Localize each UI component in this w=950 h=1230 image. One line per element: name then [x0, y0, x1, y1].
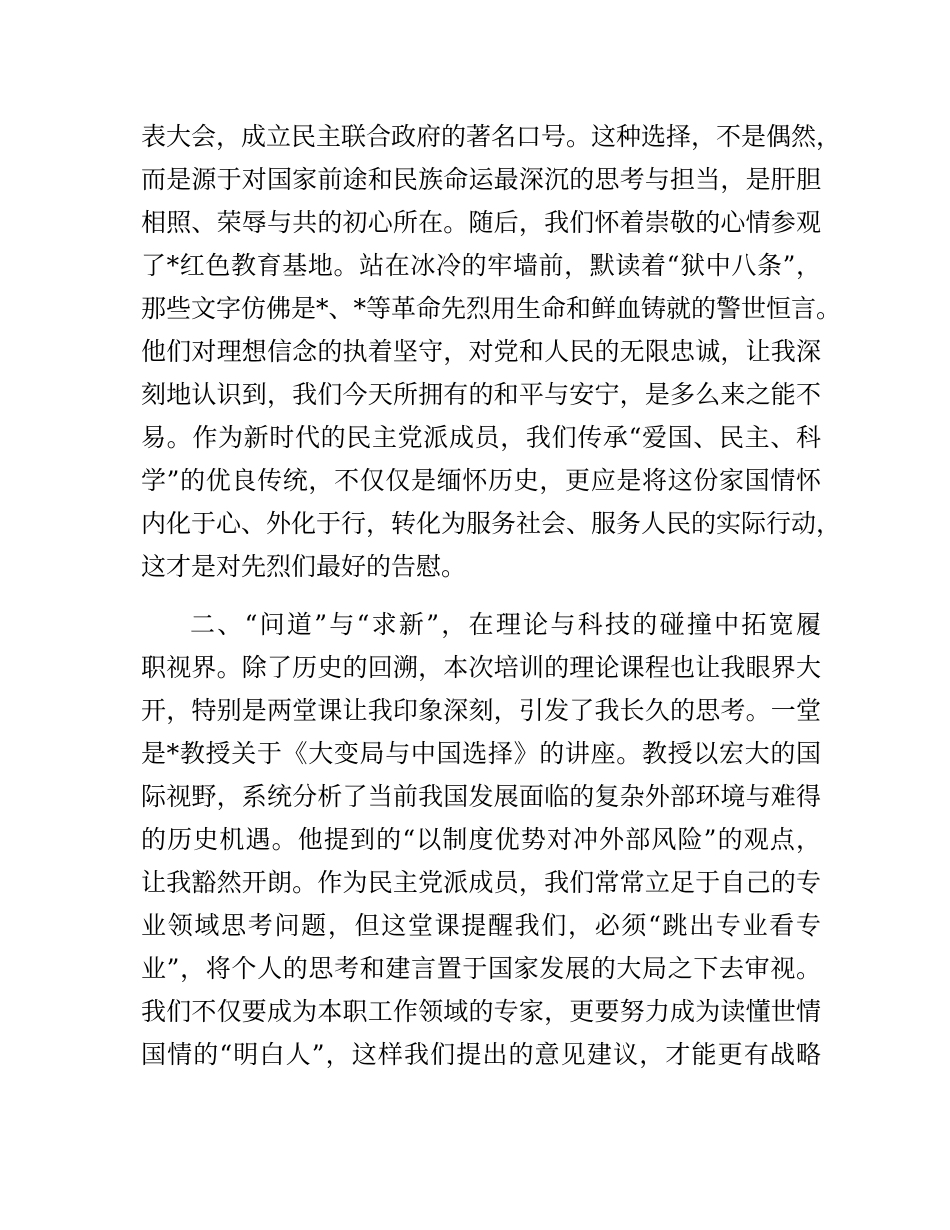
text-line: 内化于心、外化于行，转化为服务社会、服务人民的实际行动， [141, 509, 842, 538]
section-heading-line: 二、“问道”与“求新”，在理论与科技的碰撞中拓宽履 [190, 610, 821, 639]
paragraph-last-line: 这才是对先烈们最好的告慰。 [141, 552, 467, 581]
text-line: 让我豁然开朗。作为民主党派成员，我们常常立足于自己的专 [141, 868, 821, 897]
text-line: 那些文字仿佛是*、*等革命先烈用生命和鲜血铸就的警世恒言。 [141, 294, 842, 323]
text-line: 国情的“明白人”，这样我们提出的意见建议，才能更有战略 [141, 1040, 821, 1069]
text-line: 表大会，成立民主联合政府的著名口号。这种选择，不是偶然， [141, 122, 842, 151]
text-line: 学”的优良传统，不仅仅是缅怀历史，更应是将这份家国情怀 [141, 466, 821, 495]
text-line: 开，特别是两堂课让我印象深刻，引发了我长久的思考。一堂 [141, 696, 821, 725]
text-line: 我们不仅要成为本职工作领域的专家，更要努力成为读懂世情 [141, 997, 821, 1026]
text-line: 业领域思考问题，但这堂课提醒我们，必须“跳出专业看专 [141, 911, 821, 940]
text-line: 了*红色教育基地。站在冰冷的牢墙前，默读着“狱中八条”， [141, 251, 821, 280]
text-line: 刻地认识到，我们今天所拥有的和平与安宁，是多么来之能不 [141, 380, 821, 409]
text-line: 的历史机遇。他提到的“以制度优势对冲外部风险”的观点， [141, 825, 821, 854]
text-line: 易。作为新时代的民主党派成员，我们传承“爱国、民主、科 [141, 423, 821, 452]
text-line: 职视界。除了历史的回溯，本次培训的理论课程也让我眼界大 [141, 653, 821, 682]
text-line: 业”，将个人的思考和建言置于国家发展的大局之下去审视。 [141, 954, 821, 983]
text-line: 他们对理想信念的执着坚守，对党和人民的无限忠诚，让我深 [141, 337, 821, 366]
text-line: 相照、荣辱与共的初心所在。随后，我们怀着崇敬的心情参观 [141, 208, 821, 237]
text-line: 而是源于对国家前途和民族命运最深沉的思考与担当，是肝胆 [141, 165, 821, 194]
text-line: 是*教授关于《大变局与中国选择》的讲座。教授以宏大的国 [141, 739, 821, 768]
text-line: 际视野，系统分析了当前我国发展面临的复杂外部环境与难得 [141, 782, 821, 811]
